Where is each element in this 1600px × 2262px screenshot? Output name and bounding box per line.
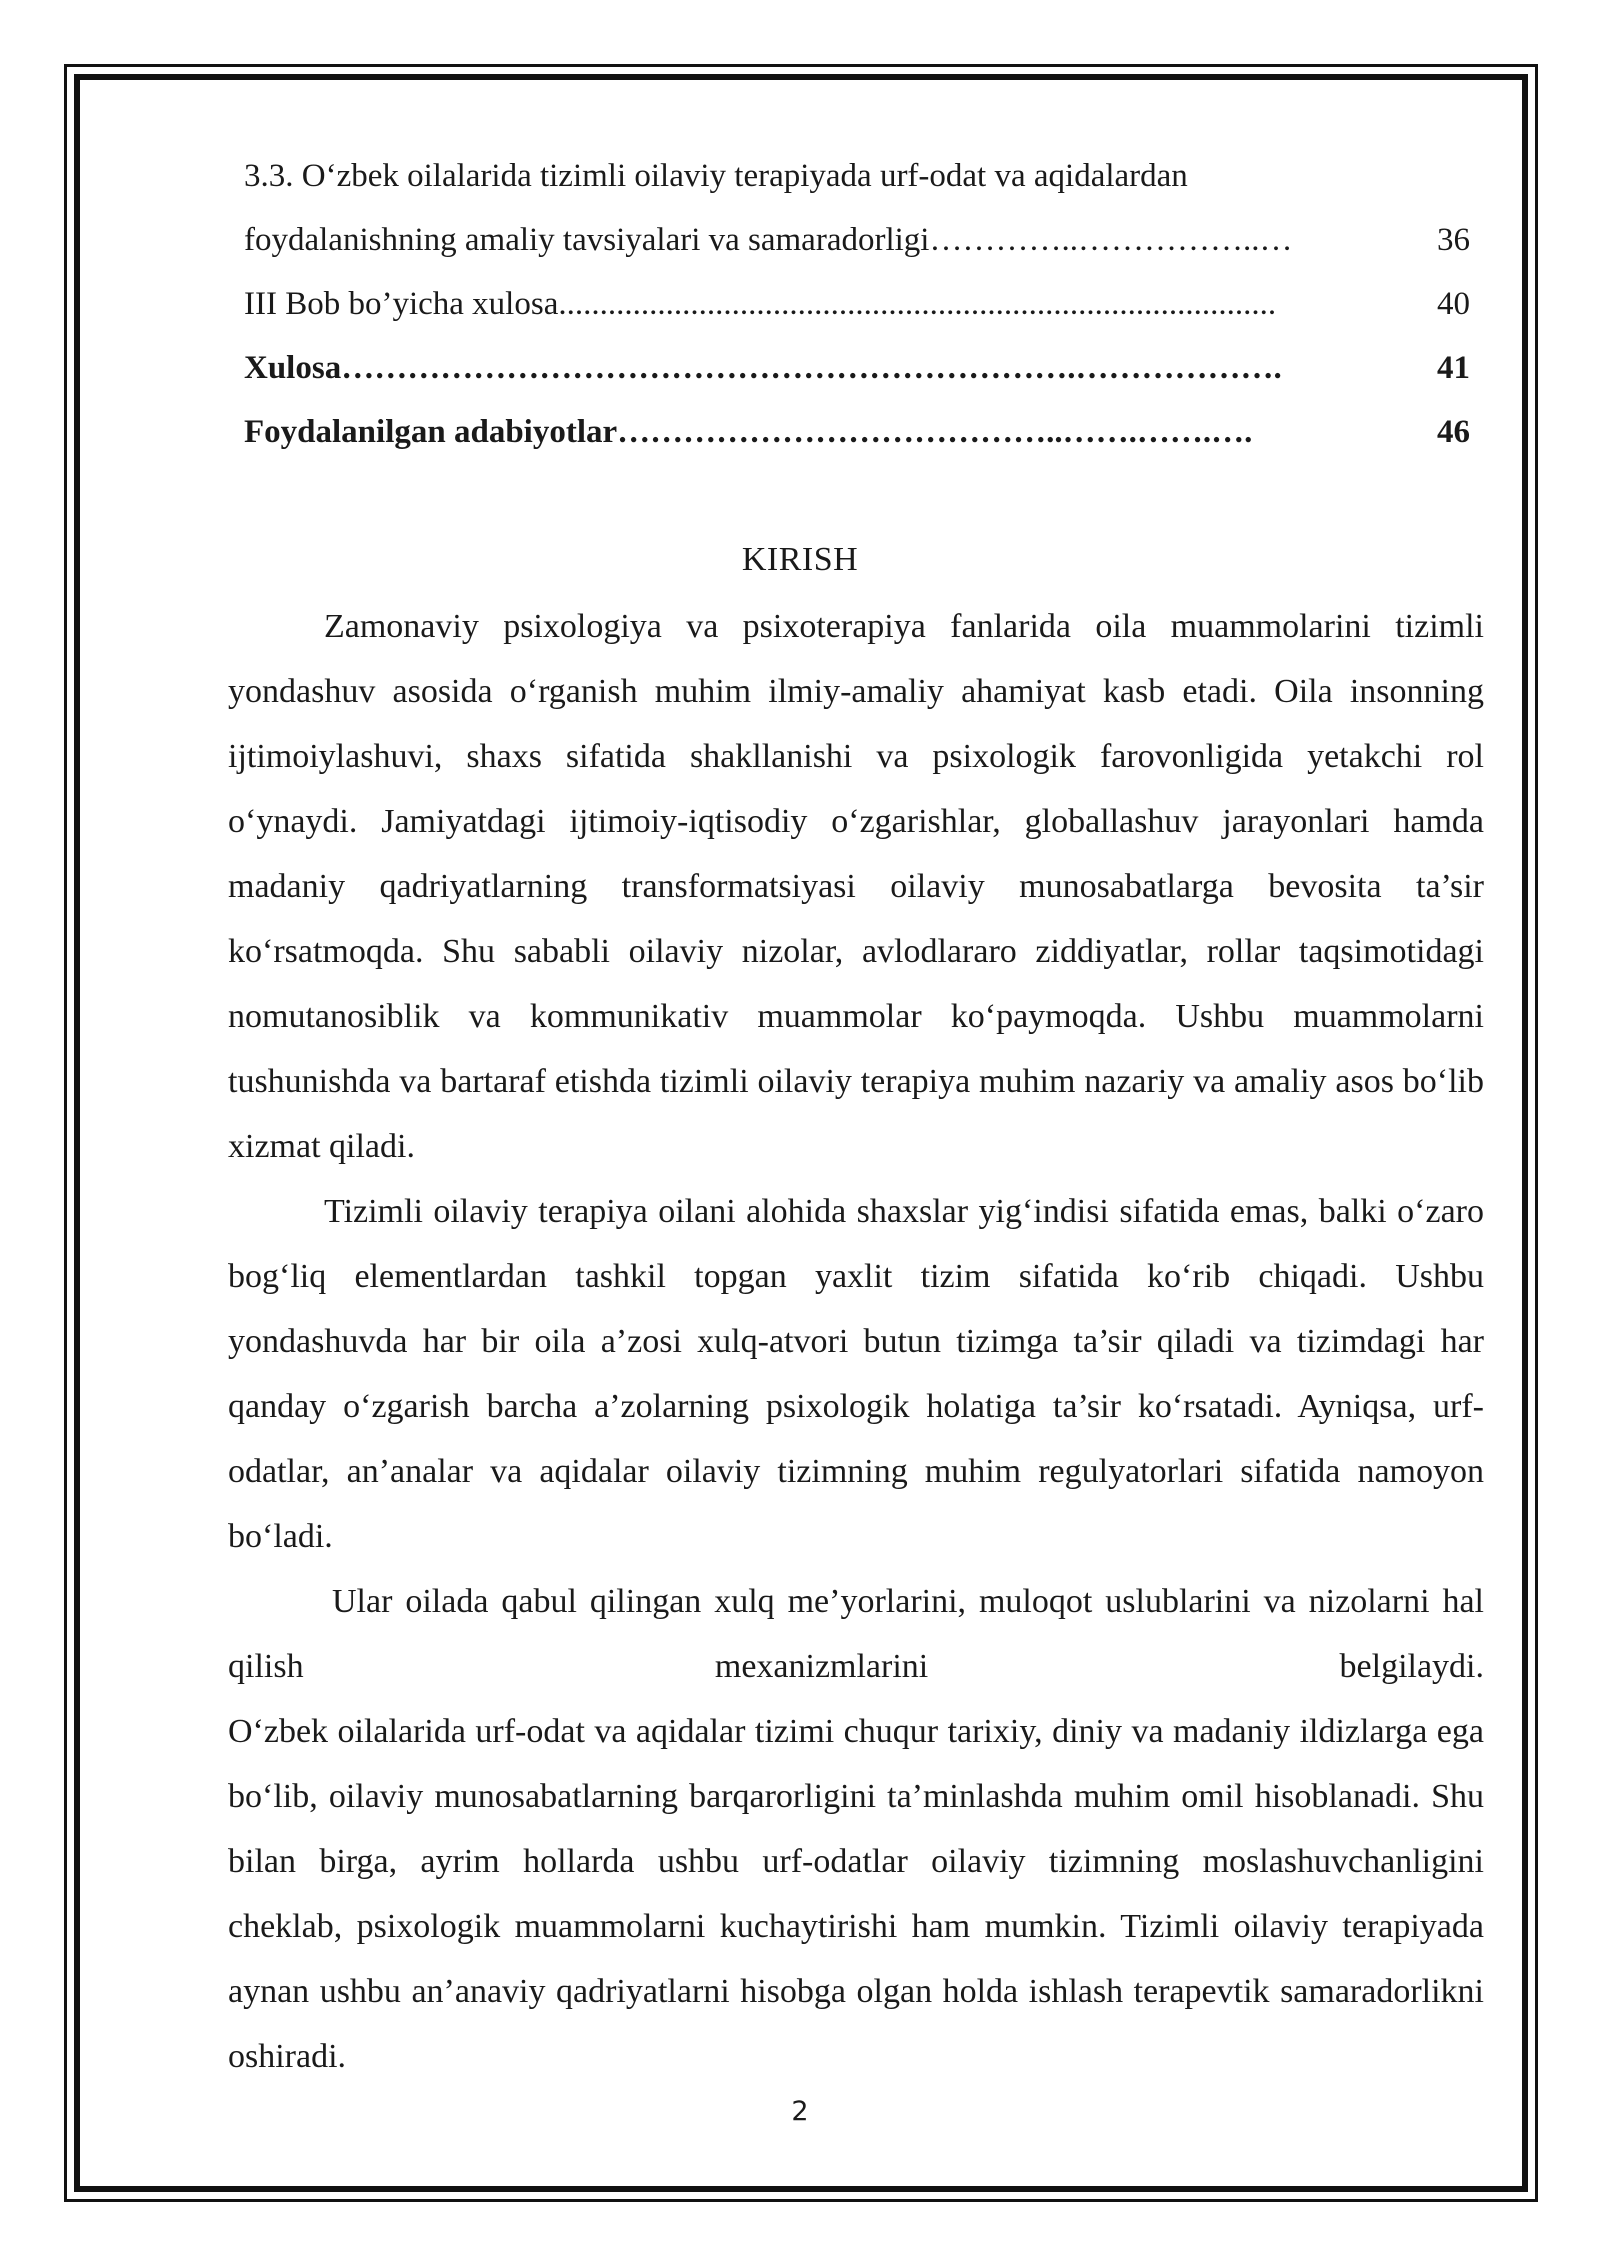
paragraph: Tizimli oilaviy terapiya oilani alohida shaxslar yig‘indisi sifatida emas, balki o‘zaro bog‘liq elementlardan tashkil topgan yaxlit tizim sifatida ko‘rib chiqadi. Ushbu yondashuvda har bir oila a’zosi xulq-atvori butun tizimga ta’sir qiladi va tizimdagi har qanday o‘zgarish barcha a’zolarning psixologik holatiga ta’sir ko‘rsatadi. Ayniqsa, urf-odatlar, an’analar va aqidalar oilaviy tizimning muhim regulyatorlari sifatida namoyon bo‘ladi.: [228, 1193, 1484, 1555]
paragraph: Zamonaviy psixologiya va psixoterapiya fanlarida oila muammolarini tizimli yondashuv asosida o‘rganish muhim ilmiy-amaliy ahamiyat kasb etadi. Oila insonning ijtimoiylashuvi, shaxs sifatida shakllanishi va psixologik farovonligida yetakchi rol o‘ynaydi. Jamiyatdagi ijtimoiy-iqtisodiy o‘zgarishlar, globallashuv jarayonlari hamda madaniy qadriyatlarning transformatsiyasi oilaviy munosabatlarga bevosita ta’sir ko‘rsatmoqda. Shu sababli oilaviy nizolar, avlodlararo ziddiyatlar, rollar taqsimotidagi nomutanosiblik va kommunikativ muammolar ko‘paymoqda. Ushbu muammolarni tushunishda va bartaraf etishda tizimli oilaviy terapiya muhim nazariy va amaliy asos bo‘lib xizmat qiladi.: [228, 608, 1484, 1165]
page-number: 2: [791, 2096, 809, 2127]
paragraph: Ular oilada qabul qilingan xulq me’yorlarini, muloqot uslublarini va nizolarni hal qilish mexanizmlarini belgilaydi.: [228, 1583, 1484, 1685]
toc-entry-title: Foydalanilgan adabiyotlar: [244, 414, 618, 450]
paragraph: O‘zbek oilalarida urf-odat va aqidalar tizimi chuqur tarixiy, diniy va madaniy ildizlarga ega bo‘lib, oilaviy munosabatlarning barqarorligini ta’minlashda muhim omil hisoblanadi. Shu bilan birga, ayrim hollarda ushbu urf-odatlar oilaviy tizimning moslashuvchanligini cheklab, psixologik muammolarni kuchaytirishi ham mumkin. Tizimli oilaviy terapiyada aynan ushbu an’anaviy qadriyatlarni hisobga olgan holda ishlash terapevtik samaradorlikni oshiradi.: [228, 1713, 1484, 2075]
toc-leader-dots: ………………………………………………………….……………….: [341, 350, 1282, 386]
toc-entry-bob3: [244, 272, 1470, 336]
toc-page-number: 36: [1437, 222, 1470, 258]
toc-leader-dots: …………..……………..…: [929, 222, 1293, 258]
toc-leader-dots: .......................................................................................: [558, 286, 1277, 322]
body-text: [228, 594, 1484, 2089]
toc-leader-dots: …………………………………..…….…….….: [617, 414, 1253, 450]
section-heading: KIRISH: [741, 541, 859, 578]
toc-entry-title: III Bob bo’yicha xulosa: [244, 286, 559, 322]
toc-entry-adabiyotlar: [244, 400, 1470, 464]
toc-page-number: 41: [1437, 350, 1470, 386]
toc-entry-title: Xulosa: [244, 350, 342, 386]
toc-entry-xulosa: [244, 336, 1470, 400]
toc-page-number: 40: [1437, 286, 1470, 322]
toc-entry-3-3-title: 3.3. O‘zbek oilalarida tizimli oilaviy terapiyada urf-odat va aqidalardan: [244, 158, 1188, 194]
toc-entry-3-3-line2: [244, 208, 1470, 272]
table-of-contents: [244, 144, 1470, 464]
toc-entry-3-3-title-cont: foydalanishning amaliy tavsiyalari va samaradorligi: [244, 222, 930, 258]
toc-page-number: 46: [1437, 414, 1470, 450]
toc-entry-3-3-line1: [244, 144, 1470, 208]
